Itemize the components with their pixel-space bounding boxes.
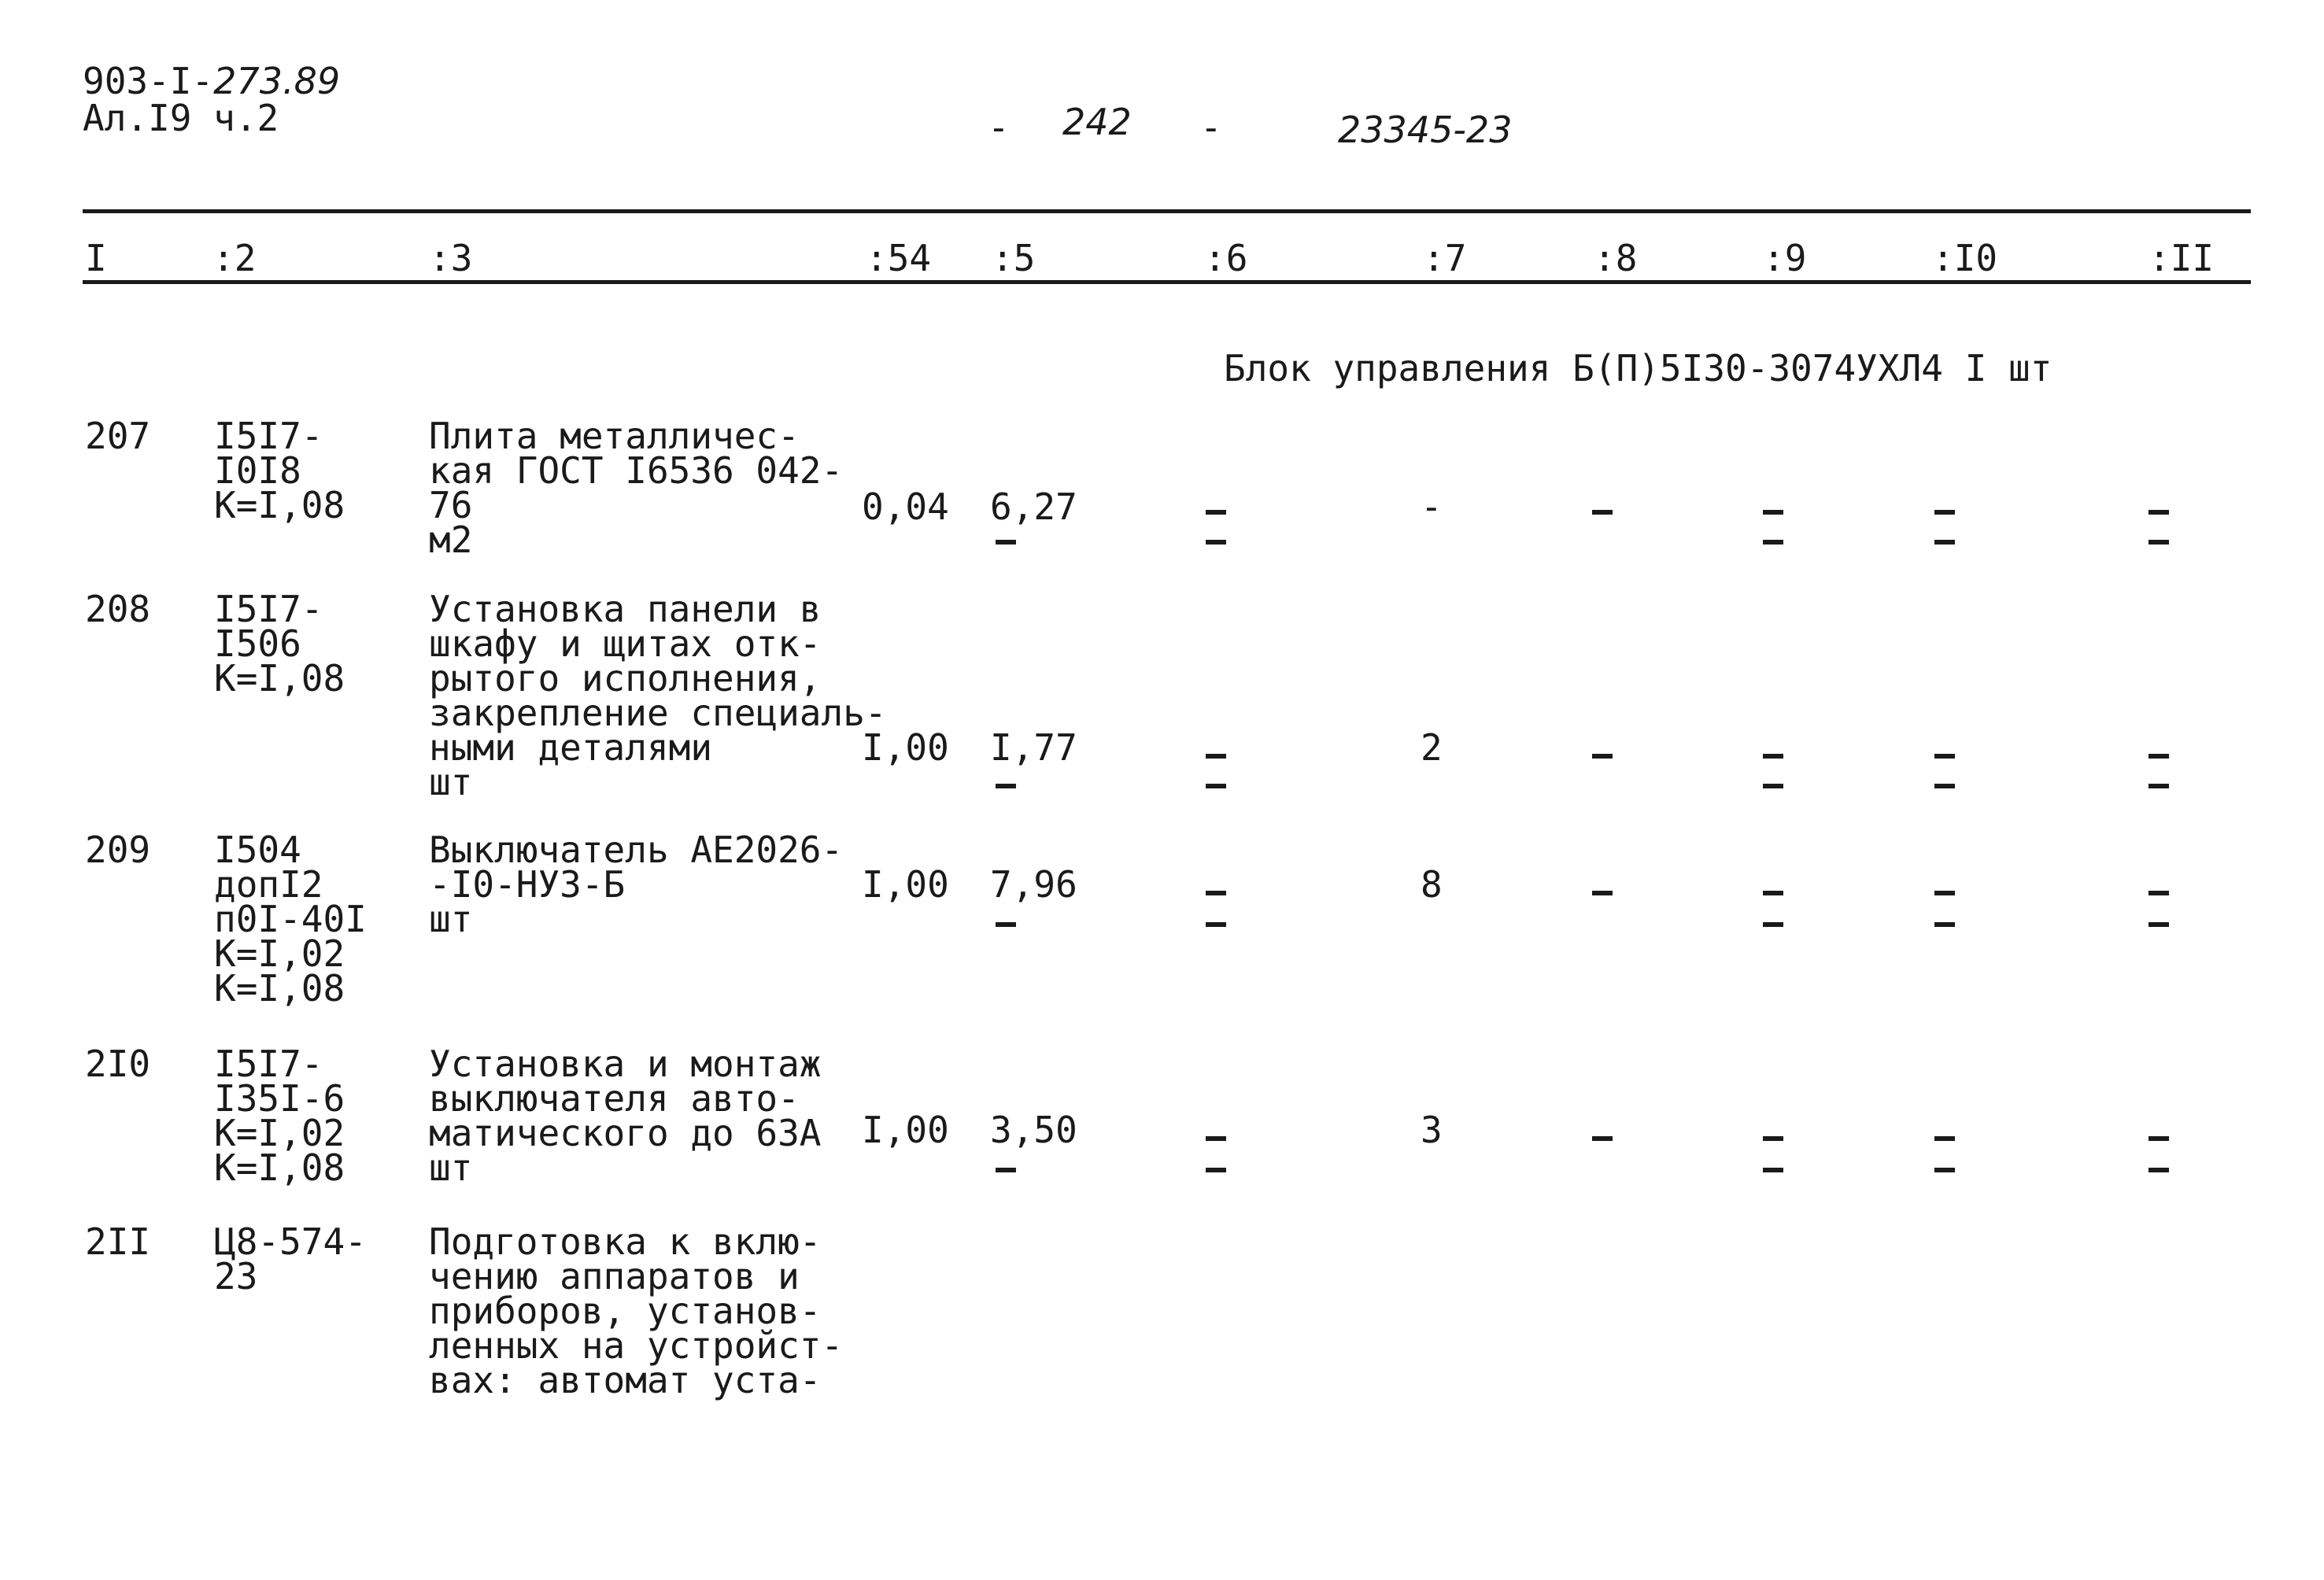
description-line: -I0-НУЗ-Б (429, 863, 626, 906)
row-210-code (214, 1043, 345, 1189)
description-line: шт (429, 761, 473, 803)
column-header-4: :54 (866, 237, 932, 279)
row-211-number: 2II (85, 1220, 151, 1263)
description-line: шт (429, 1146, 473, 1189)
row-207-description (429, 415, 844, 561)
row-208-col11-dash-2 (2148, 784, 2169, 788)
code-line: I5I7- (214, 415, 323, 457)
row-207-code (214, 415, 345, 526)
row-207-col9-dash-2 (1763, 540, 1783, 545)
row-209-col9-dash (1763, 891, 1783, 895)
row-211-description (429, 1220, 844, 1401)
doc-code-prefix: 903-I- (83, 60, 214, 102)
row-210-col10-dash-2 (1934, 1168, 1955, 1172)
code-line: 23 (214, 1255, 258, 1298)
row-209-col10-dash-2 (1934, 922, 1955, 927)
row-209-code (214, 829, 367, 1010)
row-207-col10-dash-2 (1934, 540, 1955, 545)
page-dash-left: - (988, 106, 1010, 149)
row-208-number: 208 (85, 588, 151, 630)
row-209-col11-dash (2148, 891, 2169, 895)
code-line: допI2 (214, 863, 323, 906)
row-209-description (429, 829, 844, 940)
row-208-code (214, 588, 345, 700)
row-210-col11-dash (2148, 1136, 2169, 1141)
description-line: Плита металличес- (429, 415, 800, 457)
description-line: кая ГОСТ I6536 042- (429, 449, 844, 492)
row-210-col6-dash (1206, 1136, 1226, 1141)
section-title: Блок управления Б(П)5I30-3074УХЛ4 I шт (1224, 347, 2052, 389)
table-header-rule (83, 280, 2251, 284)
row-207-col6-dash (1206, 510, 1226, 515)
code-line: К=I,02 (214, 1112, 345, 1154)
description-line: Выключатель АЕ2026- (429, 829, 844, 871)
doc-code-handwritten: 273.89 (213, 60, 341, 102)
row-209-col5: 7,96 (990, 863, 1077, 906)
description-line: ленных на устройст- (429, 1324, 844, 1367)
column-header-10: :I0 (1932, 237, 1998, 279)
row-207-col11-dash (2148, 510, 2169, 515)
description-line: рытого исполнения, (429, 657, 822, 700)
description-line: выключателя авто- (429, 1077, 800, 1120)
column-header-1: I (85, 237, 107, 279)
row-210-col9-dash (1763, 1136, 1783, 1141)
row-210-col9-dash-2 (1763, 1168, 1783, 1172)
sheet-code: 23345-23 (1338, 109, 1513, 151)
row-207-col7: - (1421, 485, 1443, 528)
row-208-col5-dash (996, 784, 1016, 788)
row-209-col4: I,00 (862, 863, 949, 906)
row-208-col10-dash-2 (1934, 784, 1955, 788)
code-line: К=I,08 (214, 484, 345, 526)
code-line: I506 (214, 622, 301, 665)
code-line: I5I7- (214, 1043, 323, 1085)
column-header-8: :8 (1594, 237, 1638, 279)
code-line: К=I,08 (214, 1146, 345, 1189)
row-208-col9-dash-2 (1763, 784, 1783, 788)
row-207-col9-dash (1763, 510, 1783, 515)
description-line: Установка и монтаж (429, 1043, 822, 1085)
row-207-col5-dash (996, 540, 1016, 545)
row-209-col5-dash (996, 922, 1016, 927)
description-line: приборов, установ- (429, 1290, 822, 1332)
code-line: I5I7- (214, 588, 323, 630)
column-header-9: :9 (1763, 237, 1807, 279)
description-line: шт (429, 898, 473, 940)
row-207-col8-dash (1592, 510, 1613, 515)
column-header-5: :5 (992, 237, 1036, 279)
column-header-6: :6 (1204, 237, 1248, 279)
code-line: К=I,08 (214, 657, 345, 700)
description-line: закрепление специаль- (429, 692, 887, 734)
row-208-col5: I,77 (990, 726, 1077, 769)
code-line: I0I8 (214, 449, 301, 492)
doc-code (83, 60, 341, 102)
row-208-col11-dash (2148, 754, 2169, 759)
code-line: I504 (214, 829, 301, 871)
row-210-col10-dash (1934, 1136, 1955, 1141)
row-210-col5: 3,50 (990, 1109, 1077, 1151)
row-209-col7: 8 (1421, 863, 1443, 906)
row-210-number: 2I0 (85, 1043, 151, 1085)
row-208-col10-dash (1934, 754, 1955, 759)
row-209-col9-dash-2 (1763, 922, 1783, 927)
column-header-11: :II (2148, 237, 2215, 279)
row-210-col11-dash-2 (2148, 1168, 2169, 1172)
row-209-col8-dash (1592, 891, 1613, 895)
row-208-col6-dash-2 (1206, 784, 1226, 788)
row-209-col10-dash (1934, 891, 1955, 895)
row-210-col7: 3 (1421, 1109, 1443, 1151)
row-208-col6-dash (1206, 754, 1226, 759)
row-210-col5-dash (996, 1168, 1016, 1172)
column-header-7: :7 (1423, 237, 1467, 279)
description-line: шкафу и щитах отк- (429, 622, 822, 665)
description-line: Установка панели в (429, 588, 822, 630)
row-209-col11-dash-2 (2148, 922, 2169, 927)
column-header-3: :3 (429, 237, 473, 279)
row-208-col8-dash (1592, 754, 1613, 759)
row-207-col11-dash-2 (2148, 540, 2169, 545)
page-dash-right: - (1200, 106, 1222, 149)
code-line: I35I-6 (214, 1077, 345, 1120)
row-208-col9-dash (1763, 754, 1783, 759)
code-line: Ц8-574- (214, 1220, 367, 1263)
description-line: ными деталями (429, 726, 713, 769)
description-line: м2 (429, 519, 473, 561)
description-line: чению аппаратов и (429, 1255, 800, 1298)
code-line: К=I,08 (214, 967, 345, 1010)
row-208-col7: 2 (1421, 726, 1443, 769)
row-207-col5: 6,27 (990, 485, 1077, 528)
column-header-2: :2 (212, 237, 257, 279)
table-top-rule (83, 209, 2251, 213)
row-210-col6-dash-2 (1206, 1168, 1226, 1172)
row-207-col4: 0,04 (862, 485, 949, 528)
description-line: 76 (429, 484, 473, 526)
description-line: матического до 63А (429, 1112, 822, 1154)
row-207-number: 207 (85, 415, 151, 457)
description-line: Подготовка к вклю- (429, 1220, 822, 1263)
row-209-col6-dash-2 (1206, 922, 1226, 927)
row-209-number: 209 (85, 829, 151, 871)
row-208-col4: I,00 (862, 726, 949, 769)
code-line: К=I,02 (214, 932, 345, 975)
row-210-description (429, 1043, 822, 1189)
album-label: Ал.I9 ч.2 (83, 97, 279, 139)
row-208-description (429, 588, 887, 803)
description-line: вах: автомат уста- (429, 1359, 822, 1401)
row-211-code (214, 1220, 367, 1298)
row-207-col6-dash-2 (1206, 540, 1226, 545)
row-210-col4: I,00 (862, 1109, 949, 1151)
row-207-col10-dash (1934, 510, 1955, 515)
row-210-col8-dash (1592, 1136, 1613, 1141)
page-number: 242 (1062, 101, 1132, 143)
code-line: п0I-40I (214, 898, 367, 940)
row-209-col6-dash (1206, 891, 1226, 895)
